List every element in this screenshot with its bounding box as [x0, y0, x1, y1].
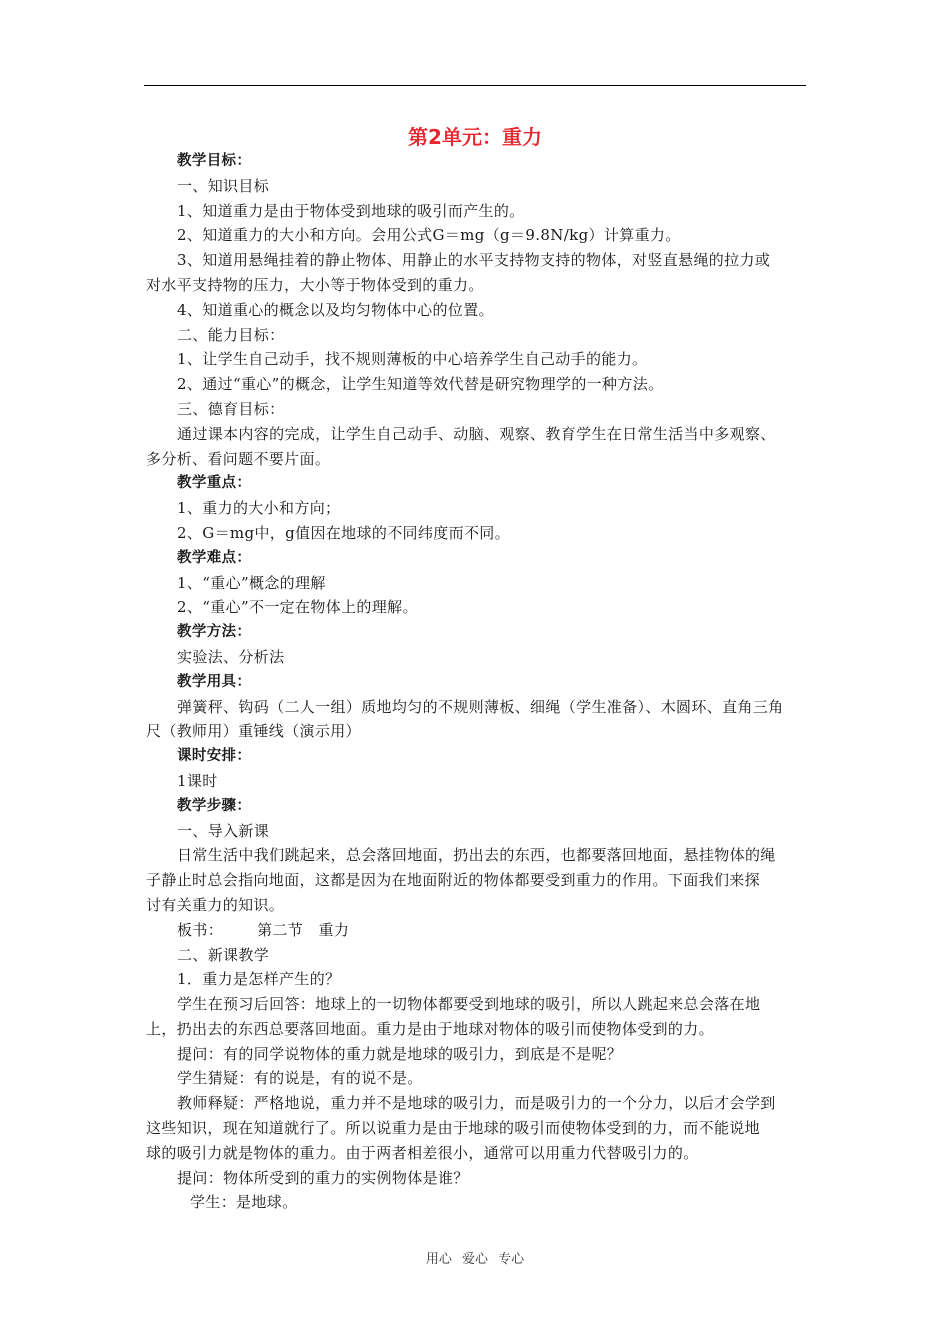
- subheading-ability: 二、能力目标：: [177, 325, 285, 344]
- paragraph-line: 3、知道用悬绳挂着的静止物体、用静止的水平支持物支持的物体，对竖直悬绳的拉力或: [177, 251, 771, 270]
- section-heading-schedule: 课时安排：: [177, 748, 252, 765]
- paragraph-line: 教师释疑：严格地说，重力并不是地球的吸引力，而是吸引力的一个分力，以后才会学到: [177, 1094, 776, 1113]
- board-line: [146, 918, 806, 943]
- paragraph-line: 4、知道重心的概念以及均匀物体中心的位置。: [177, 300, 494, 319]
- paragraph-line: 学生在预习后回答：地球上的一切物体都要受到地球的吸引，所以人跳起来总会落在地: [177, 995, 761, 1014]
- section-heading-goals: 教学目标：: [177, 153, 252, 169]
- paragraph-line: 实验法、分析法: [177, 647, 285, 666]
- paragraph-line: 提问：有的同学说物体的重力就是地球的吸引力，到底是不是呢？: [177, 1044, 623, 1063]
- paragraph-line: 1、让学生自己动手，找不规则薄板的中心培养学生自己动手的能力。: [177, 350, 648, 369]
- paragraph-line: 2、知道重力的大小和方向。会用公式G＝mg（g＝9.8N/kg）计算重力。: [177, 226, 681, 245]
- paragraph-line: 多分析、看问题不要片面。: [146, 449, 331, 468]
- paragraph-line: 提问：物体所受到的重力的实例物体是谁？: [177, 1168, 469, 1187]
- header-rule: [144, 85, 806, 86]
- paragraph-line: 通过课本内容的完成，让学生自己动手、动脑、观察、教育学生在日常生活当中多观察、: [177, 424, 776, 443]
- subheading-intro: 一、导入新课: [177, 821, 270, 840]
- paragraph-line: 学生猜疑：有的说是，有的说不是。: [177, 1069, 423, 1088]
- paragraph-line: 2、通过“重心”的概念，让学生知道等效代替是研究物理学的一种方法。: [177, 375, 664, 394]
- paragraph-line: 讨有关重力的知识。: [146, 895, 285, 914]
- paragraph-line: 日常生活中我们跳起来，总会落回地面，扔出去的东西，也都要落回地面，悬挂物体的绳: [177, 846, 776, 865]
- paragraph-line: 对水平支持物的压力，大小等于物体受到的重力。: [146, 275, 484, 294]
- section-heading-methods: 教学方法：: [177, 624, 252, 641]
- board-label: 板书：: [177, 920, 224, 939]
- paragraph-line: 学生：是地球。: [190, 1193, 298, 1212]
- section-heading-difficulties: 教学难点：: [177, 549, 252, 566]
- paragraph-line: 这些知识，现在知道就行了。所以说重力是由于地球的吸引而使物体受到的力，而不能说地: [146, 1119, 761, 1138]
- subheading-moral: 三、德育目标：: [177, 399, 285, 418]
- paragraph-line: 1、知道重力是由于物体受到地球的吸引而产生的。: [177, 201, 525, 220]
- paragraph-line: 1．重力是怎样产生的？: [177, 970, 341, 989]
- paragraph-line: 1、重力的大小和方向；: [177, 499, 341, 518]
- paragraph-line: 尺（教师用）重锤线（演示用）: [146, 722, 361, 741]
- subheading-knowledge: 一、知识目标: [177, 176, 270, 195]
- document-body: [146, 149, 806, 1215]
- paragraph-line: 上，扔出去的东西总要落回地面。重力是由于地球对物体的吸引而使物体受到的力。: [146, 1019, 714, 1038]
- paragraph-line: 子静止时总会指向地面，这都是因为在地面附近的物体都要受到重力的作用。下面我们来探: [146, 871, 761, 890]
- paragraph-line: 2、“重心”不一定在物体上的理解。: [177, 598, 418, 617]
- paragraph-line: 球的吸引力就是物体的重力。由于两者相差很小，通常可以用重力代替吸引力的。: [146, 1143, 699, 1162]
- section-heading-tools: 教学用具：: [177, 673, 252, 690]
- board-text: 第二节 重力: [257, 920, 350, 939]
- paragraph-line: 1、“重心”概念的理解: [177, 573, 326, 592]
- paragraph-line: 弹簧秤、钩码（二人一组）质地均匀的不规则薄板、细绳（学生准备）、木圆环、直角三角: [177, 697, 784, 716]
- subheading-new-lesson: 二、新课教学: [177, 945, 270, 964]
- paragraph-line: 1课时: [177, 771, 218, 790]
- page-title: 第2单元：重力: [408, 125, 542, 149]
- section-heading-key-points: 教学重点：: [177, 475, 252, 492]
- page-footer: 用心 爱心 专心: [425, 1252, 525, 1267]
- section-heading-steps: 教学步骤：: [177, 797, 252, 814]
- paragraph-line: 2、G＝mg中，g值因在地球的不同纬度而不同。: [177, 523, 511, 542]
